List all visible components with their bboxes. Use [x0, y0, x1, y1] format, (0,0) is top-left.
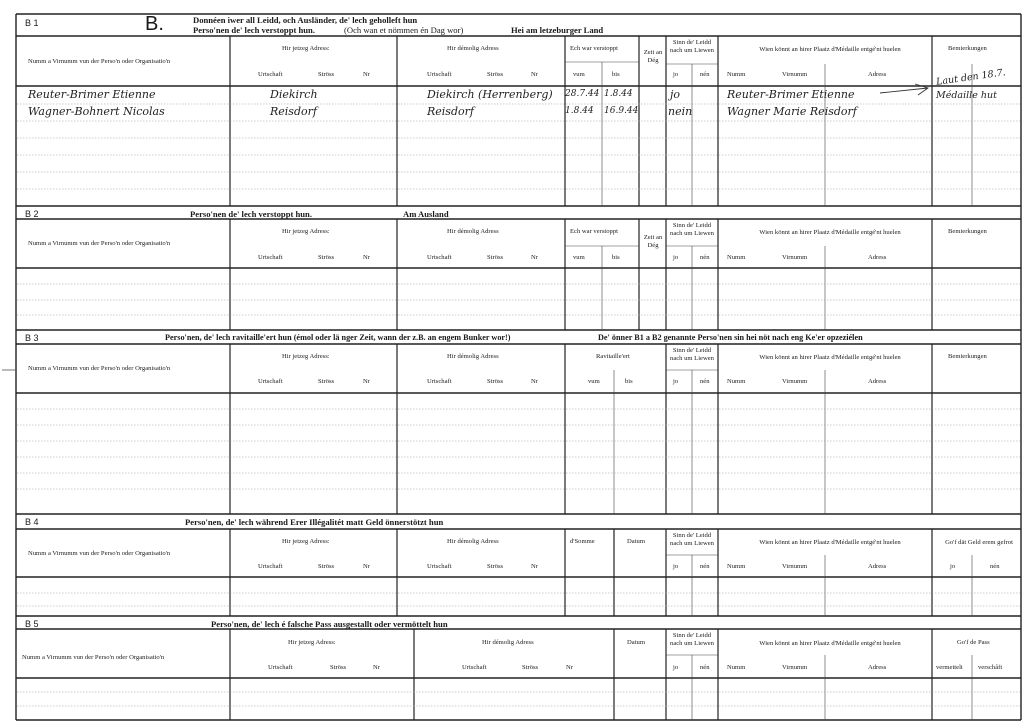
b4-col-datum: Datum	[627, 538, 645, 545]
b4-col-adress: Adress	[868, 563, 887, 570]
b4-col-current-address: Hir jetzeg Adress:	[282, 538, 330, 545]
section-letter-b: B.	[145, 13, 164, 35]
b1-col-street-2: Ströss	[487, 71, 504, 78]
b1-col-sense: Sinn de' Leidd nach um Liewen	[670, 39, 714, 54]
b2-title-abroad: Am Ausland	[403, 209, 449, 219]
b5-col-medal: Wien könnt an hirer Plaatz d'Médaille entgé'nt huelen	[759, 640, 901, 647]
b2-col-former-address: Hir démolig Adress	[447, 228, 499, 235]
b3-col-numm: Numm	[727, 378, 746, 385]
b3-col-name: Numm a Virnumm vun der Perso'n oder Organisatio'n	[28, 365, 171, 372]
b5-col-nr-2: Nr	[566, 664, 573, 671]
b2-col-from: vum	[573, 254, 585, 261]
b4-col-no: nén	[700, 563, 710, 570]
b5-col-sense: Sinn de' Leidd nach um Liewen	[670, 632, 714, 647]
b4-title: Perso'nen, de' lech während Erer Illégalitét matt Geld önnerstötzt hun	[185, 517, 444, 527]
b1-row1-to: 1.8.44	[604, 89, 633, 99]
b4-col-somme: d'Somme	[570, 538, 595, 545]
b1-col-no: nén	[700, 71, 710, 78]
b2-col-medal: Wien könnt an hirer Plaatz d'Médaille entgé'nt huelen	[759, 229, 901, 236]
b1-row1-medal: Reuter-Brimer Etienne	[727, 88, 855, 101]
b3-col-street-2: Ströss	[487, 378, 504, 385]
b4-col-nr: Nr	[363, 563, 370, 570]
b2-col-yes: jo	[673, 254, 679, 261]
b1-row1-place: Diekirch	[270, 88, 318, 101]
b4-col-street: Ströss	[318, 563, 335, 570]
b1-col-nr-2: Nr	[531, 71, 538, 78]
b1-col-hidden: Ech war verstoppt	[570, 45, 618, 52]
b4-col-sense: Sinn de' Leidd nach um Liewen	[670, 532, 714, 547]
b5-col-gof-pass: Go'f de Pass	[957, 639, 990, 646]
b5-col-street-2: Ströss	[522, 664, 539, 671]
b3-col-yes: jo	[673, 378, 679, 385]
b5-col-verschaft: verschâft	[978, 664, 1003, 671]
b5-col-virnumm: Virnumm	[782, 664, 808, 671]
b5-title: Perso'nen, de' lech é falsche Pass ausgestallt oder vermöttelt hun	[211, 619, 448, 629]
b2-col-sense: Sinn de' Leidd nach um Liewen	[670, 222, 714, 237]
b1-row2-place: Reisdorf	[270, 105, 317, 118]
b1-col-virnumm: Virnumm	[782, 71, 808, 78]
b1-title-line1: Donnéen iwer all Leidd, och Ausländer, de' lech geholleft hun	[193, 15, 418, 25]
b1-col-yes: jo	[673, 71, 679, 78]
b1-col-nr: Nr	[363, 71, 370, 78]
b3-col-to: bis	[625, 378, 633, 385]
b1-row1-alive: jo	[670, 88, 681, 101]
b4-col-virnumm: Virnumm	[782, 563, 808, 570]
b2-col-virnumm: Virnumm	[782, 254, 808, 261]
b5-col-place: Urtschaft	[268, 664, 293, 671]
b4-col-numm: Numm	[727, 563, 746, 570]
b1-col-from: vum	[573, 71, 585, 78]
b1-row2-to: 16.9.44	[604, 106, 639, 116]
b1-col-name: Numm a Virnumm vun der Perso'n oder Organisatio'n	[28, 58, 171, 65]
section-label-b5: B 5	[25, 619, 39, 629]
b2-col-nr-2: Nr	[531, 254, 538, 261]
b5-col-yes: jo	[673, 664, 679, 671]
b3-col-place-2: Urtschaft	[427, 378, 452, 385]
b1-col-to: bis	[612, 71, 620, 78]
b5-col-no: nén	[700, 664, 710, 671]
b2-col-name: Numm a Virnumm vun der Perso'n oder Organisatio'n	[28, 240, 171, 247]
b4-col-street-2: Ströss	[487, 563, 504, 570]
b1-row2-name: Wagner-Bohnert Nicolas	[28, 105, 165, 118]
b3-title: Perso'nen, de' lech ravitaille'ert hun (émol oder lä nger Zeit, wann der z.B. an engem Bunker wor!)	[165, 333, 511, 342]
b1-title-line2a: Perso'nen de' lech verstoppt hun.	[193, 25, 315, 35]
b5-col-name: Numm a Virnumm vun der Perso'n oder Organisatio'n	[22, 654, 165, 661]
b3-col-ravit: Ravitaille'ert	[596, 353, 630, 360]
b3-col-from: vum	[588, 378, 600, 385]
b4-col-place-2: Urtschaft	[427, 563, 452, 570]
b1-row2-from: 1.8.44	[565, 106, 594, 116]
section-label-b2: B 2	[25, 209, 39, 219]
b3-col-virnumm: Virnumm	[782, 378, 808, 385]
b3-col-nr: Nr	[363, 378, 370, 385]
b4-col-nr-2: Nr	[531, 563, 538, 570]
b5-col-datum: Datum	[627, 639, 645, 646]
b1-title-line2b: (Och wan et nömmen én Dag wor)	[344, 25, 464, 35]
b1-col-street: Ströss	[318, 71, 335, 78]
b4-col-gof: Go'f dät Geld erem gefrot	[945, 539, 1013, 546]
b2-col-current-address: Hir jetzeg Adress:	[282, 228, 330, 235]
b2-col-no: nén	[700, 254, 710, 261]
b3-col-place: Urtschaft	[258, 378, 283, 385]
b1-col-place: Urtschaft	[258, 71, 283, 78]
b4-col-gof-no: nén	[990, 563, 1000, 570]
b2-col-nr: Nr	[363, 254, 370, 261]
b3-col-medal: Wien könnt an hirer Plaatz d'Médaille entgé'nt huelen	[759, 354, 901, 361]
b1-remark2: Médaille hut	[936, 90, 997, 101]
b2-col-to: bis	[612, 254, 620, 261]
b3-col-nr-2: Nr	[531, 378, 538, 385]
b4-col-gof-yes: jo	[950, 563, 956, 570]
b4-col-former-address: Hir démolig Adress	[447, 538, 499, 545]
b5-col-adress: Adress	[868, 664, 887, 671]
b1-col-adress: Adress	[868, 71, 887, 78]
b1-col-place-2: Urtschaft	[427, 71, 452, 78]
b2-title: Perso'nen de' lech verstoppt hun.	[190, 209, 312, 219]
section-label-b3: B 3	[25, 333, 39, 343]
b3-col-remarks: Bemierkungen	[948, 353, 987, 360]
b3-col-current-address: Hir jetzeg Adress:	[282, 353, 330, 360]
section-label-b1: B 1	[25, 18, 39, 28]
b5-col-vermettelt: vermettelt	[936, 664, 963, 671]
section-label-b4: B 4	[25, 517, 39, 527]
b3-title-note: De' önner B1 a B2 genannte Perso'nen sin hei nöt nach eng Ke'er opzeziélen	[598, 333, 863, 342]
b5-col-current-address: Hir jetzeg Adress:	[288, 639, 336, 646]
b2-col-time: Zeit an Dég	[643, 234, 663, 250]
b2-col-place: Urtschaft	[258, 254, 283, 261]
b1-row1-from: 28.7.44	[565, 89, 600, 99]
b2-col-street-2: Ströss	[487, 254, 504, 261]
b2-col-place-2: Urtschaft	[427, 254, 452, 261]
b1-row2-former: Reisdorf	[427, 105, 474, 118]
b5-col-nr: Nr	[373, 664, 380, 671]
b3-col-former-address: Hir démolig Adress	[447, 353, 499, 360]
b4-col-yes: jo	[673, 563, 679, 570]
b1-row2-medal: Wagner Marie Reisdorf	[727, 105, 857, 118]
b1-col-remarks: Bemierkungen	[948, 45, 987, 52]
b2-col-remarks: Bemierkungen	[948, 228, 987, 235]
b5-col-place-2: Urtschaft	[462, 664, 487, 671]
b4-col-medal: Wien könnt an hirer Plaatz d'Médaille entgé'nt huelen	[759, 539, 901, 546]
b1-col-current-address: Hir jetzeg Adress:	[282, 45, 330, 52]
b3-col-no: nén	[700, 378, 710, 385]
b4-col-place: Urtschaft	[258, 563, 283, 570]
b5-col-former-address: Hir démolig Adress	[482, 639, 534, 646]
b1-col-numm: Numm	[727, 71, 746, 78]
b1-row2-alive: nein	[668, 105, 693, 118]
b3-col-sense: Sinn de' Leidd nach um Liewen	[670, 347, 714, 362]
b3-col-street: Ströss	[318, 378, 335, 385]
b1-col-time: Zeit an Dég	[643, 49, 663, 65]
b2-col-hidden: Ech war verstoppt	[570, 228, 618, 235]
b1-row1-name: Reuter-Brimer Etienne	[28, 88, 156, 101]
b2-col-street: Ströss	[318, 254, 335, 261]
b2-col-numm: Numm	[727, 254, 746, 261]
b4-col-name: Numm a Virnumm vun der Perso'n oder Organisatio'n	[28, 550, 171, 557]
b5-col-numm: Numm	[727, 664, 746, 671]
b1-col-former-address: Hir démolig Adress	[447, 45, 499, 52]
b5-col-street: Ströss	[330, 664, 347, 671]
b1-col-medal: Wien könnt an hirer Plaatz d'Médaille entgé'nt huelen	[759, 46, 901, 53]
b1-remark1: Laut den 18.7.	[935, 67, 1007, 88]
b1-row1-former: Diekirch (Herrenberg)	[427, 88, 553, 101]
b3-col-adress: Adress	[868, 378, 887, 385]
b2-col-adress: Adress	[868, 254, 887, 261]
b1-title-line2c: Hei am letzeburger Land	[511, 25, 604, 35]
